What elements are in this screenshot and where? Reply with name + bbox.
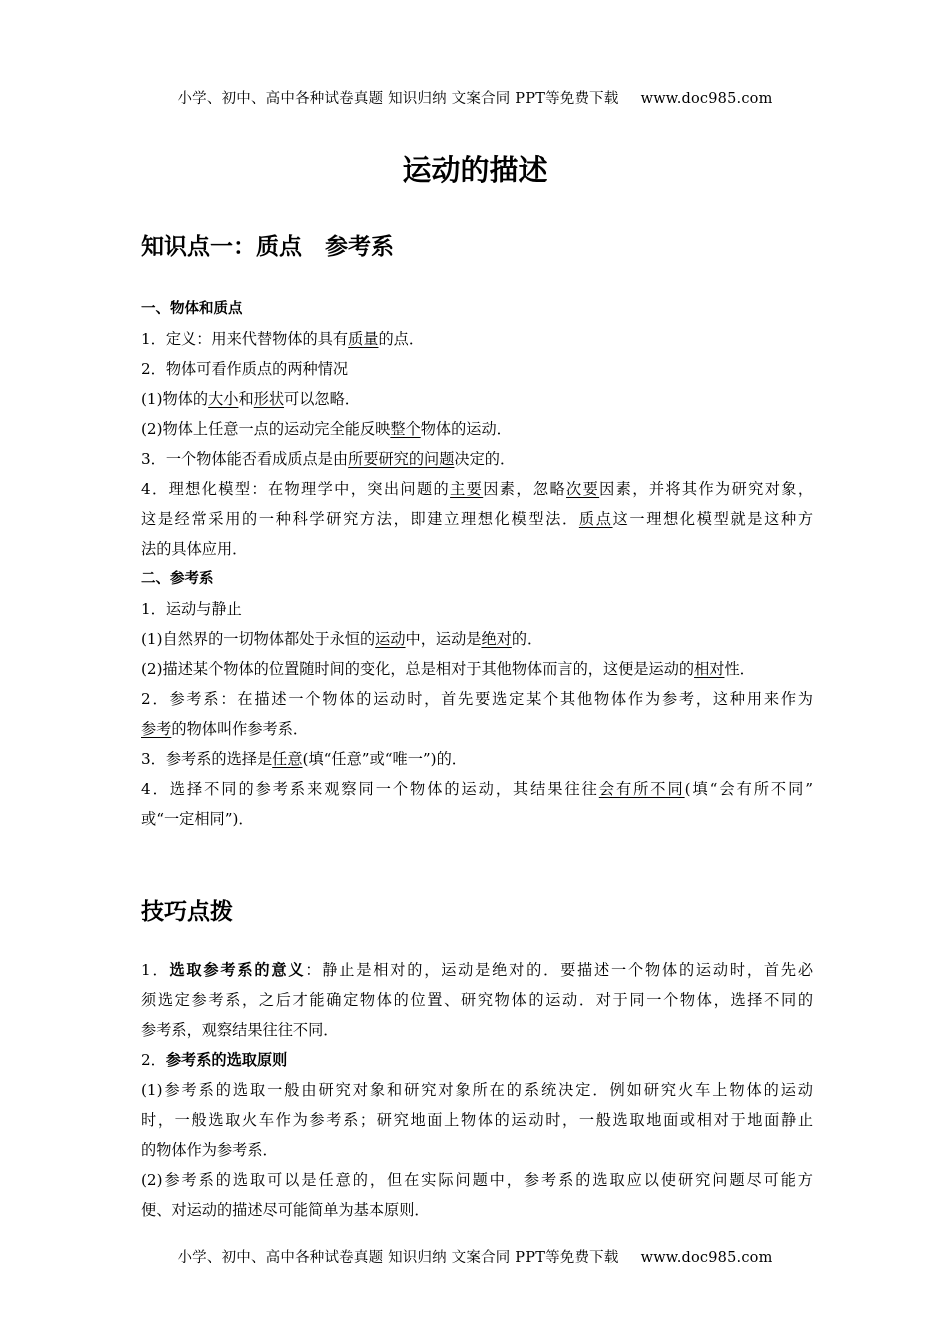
fill-answer: 形状 — [253, 390, 285, 408]
footer-site-link[interactable]: www.doc985.com — [640, 1250, 773, 1266]
tip-2-title: 参考系的选取原则 — [165, 1051, 288, 1069]
paragraph-case-1: (1)物体的大小和形状可以忽略． — [141, 390, 360, 408]
paragraph-two-cases: 2．物体可看作质点的两种情况 — [141, 360, 349, 378]
paragraph-reference-choice: 3．参考系的选择是任意(填“任意”或“唯一”)的． — [141, 750, 467, 768]
fill-answer: 次要 — [566, 480, 600, 498]
tip-1-cont: 须选定参考系，之后才能确定物体的位置、研究物体的运动．对于同一个物体，选择不同的 — [141, 991, 813, 1009]
tip-2-item-2-end: 便、对运动的描述尽可能简单为基本原则． — [141, 1201, 430, 1219]
section-tips — [141, 955, 813, 1225]
fill-answer: 绝对 — [481, 630, 512, 648]
fill-answer: 质量 — [348, 330, 379, 348]
subheading-object-and-particle: 一、物体和质点 — [141, 301, 243, 317]
paragraph-motion-relative: (2)描述某个物体的位置随时间的变化，总是相对于其他物体而言的，这便是运动的相对性． — [141, 660, 755, 678]
tip-2-item-1: (1)参考系的选取一般由研究对象和研究对象所在的系统决定．例如研究火车上物体的运动 — [141, 1081, 813, 1099]
footer-text: 小学、初中、高中各种试卷真题 知识归纳 文案合同 PPT等免费下载 — [177, 1250, 619, 1266]
section-heading-tips: 技巧点拨 — [141, 899, 233, 925]
subheading-reference-frame: 二、参考系 — [141, 571, 214, 587]
section-heading-knowledge-point-1: 知识点一：质点 参考系 — [141, 234, 394, 260]
header-site-link[interactable]: www.doc985.com — [640, 91, 773, 107]
paragraph-motion-rest: 1．运动与静止 — [141, 600, 242, 618]
section-knowledge-point-1 — [141, 294, 813, 834]
paragraph-reference-definition-cont: 参考的物体叫作参考系． — [141, 720, 309, 738]
paragraph-different-frames: 4．选择不同的参考系来观察同一个物体的运动，其结果往往会有所不同(填“会有所不同” — [141, 780, 813, 798]
paragraph-ideal-model-end: 法的具体应用． — [141, 540, 248, 558]
paragraph-ideal-model-cont: 这是经常采用的一种科学研究方法，即建立理想化模型法．质点这一理想化模型就是这种方 — [141, 510, 814, 528]
paragraph-ideal-model: 4．理想化模型：在物理学中，突出问题的主要因素，忽略次要因素，并将其作为研究对象， — [141, 480, 814, 498]
tip-2-item-2: (2)参考系的选取可以是任意的，但在实际问题中，参考系的选取应以使研究问题尽可能方 — [141, 1171, 813, 1189]
fill-answer: 参考 — [141, 720, 172, 738]
paragraph-case-2: (2)物体上任意一点的运动完全能反映整个物体的运动． — [141, 420, 512, 438]
fill-answer: 所要研究的问题 — [348, 450, 455, 468]
fill-answer: 主要 — [450, 480, 484, 498]
paragraph-motion-absolute: (1)自然界的一切物体都处于永恒的运动中，运动是绝对的． — [141, 630, 543, 648]
tip-2-item-1-cont: 时，一般选取火车作为参考系；研究地面上物体的运动时，一般选取地面或相对于地面静止 — [141, 1111, 813, 1129]
paragraph-definition: 1．定义：用来代替物体的具有质量的点． — [141, 330, 425, 348]
fill-answer: 运动 — [375, 630, 406, 648]
paragraph-particle-condition: 3．一个物体能否看成质点是由所要研究的问题决定的． — [141, 450, 516, 468]
page-title: 运动的描述 — [402, 153, 548, 187]
fill-answer: 整个 — [390, 420, 421, 438]
fill-answer: 相对 — [694, 660, 725, 678]
tip-1-end: 参考系，观察结果往往不同． — [141, 1021, 339, 1039]
fill-answer: 质点 — [578, 510, 613, 528]
paragraph-reference-definition: 2．参考系：在描述一个物体的运动时，首先要选定某个其他物体作为参考，这种用来作为 — [141, 690, 813, 708]
paragraph-different-frames-end: 或“一定相同”)． — [141, 810, 254, 828]
header-text: 小学、初中、高中各种试卷真题 知识归纳 文案合同 PPT等免费下载 — [177, 91, 619, 107]
tip-2: 2．参考系的选取原则 — [141, 1051, 288, 1069]
tip-1: 1．选取参考系的意义：静止是相对的，运动是绝对的．要描述一个物体的运动时，首先必 — [141, 961, 814, 979]
fill-answer: 会有所不同 — [598, 780, 685, 798]
fill-answer: 大小 — [208, 390, 239, 408]
fill-answer: 任意 — [272, 750, 303, 768]
tip-1-title: 选取参考系的意义 — [169, 961, 306, 979]
page-footer — [0, 1246, 950, 1267]
tip-2-item-1-end: 的物体作为参考系． — [141, 1141, 278, 1159]
page-header — [0, 87, 950, 108]
